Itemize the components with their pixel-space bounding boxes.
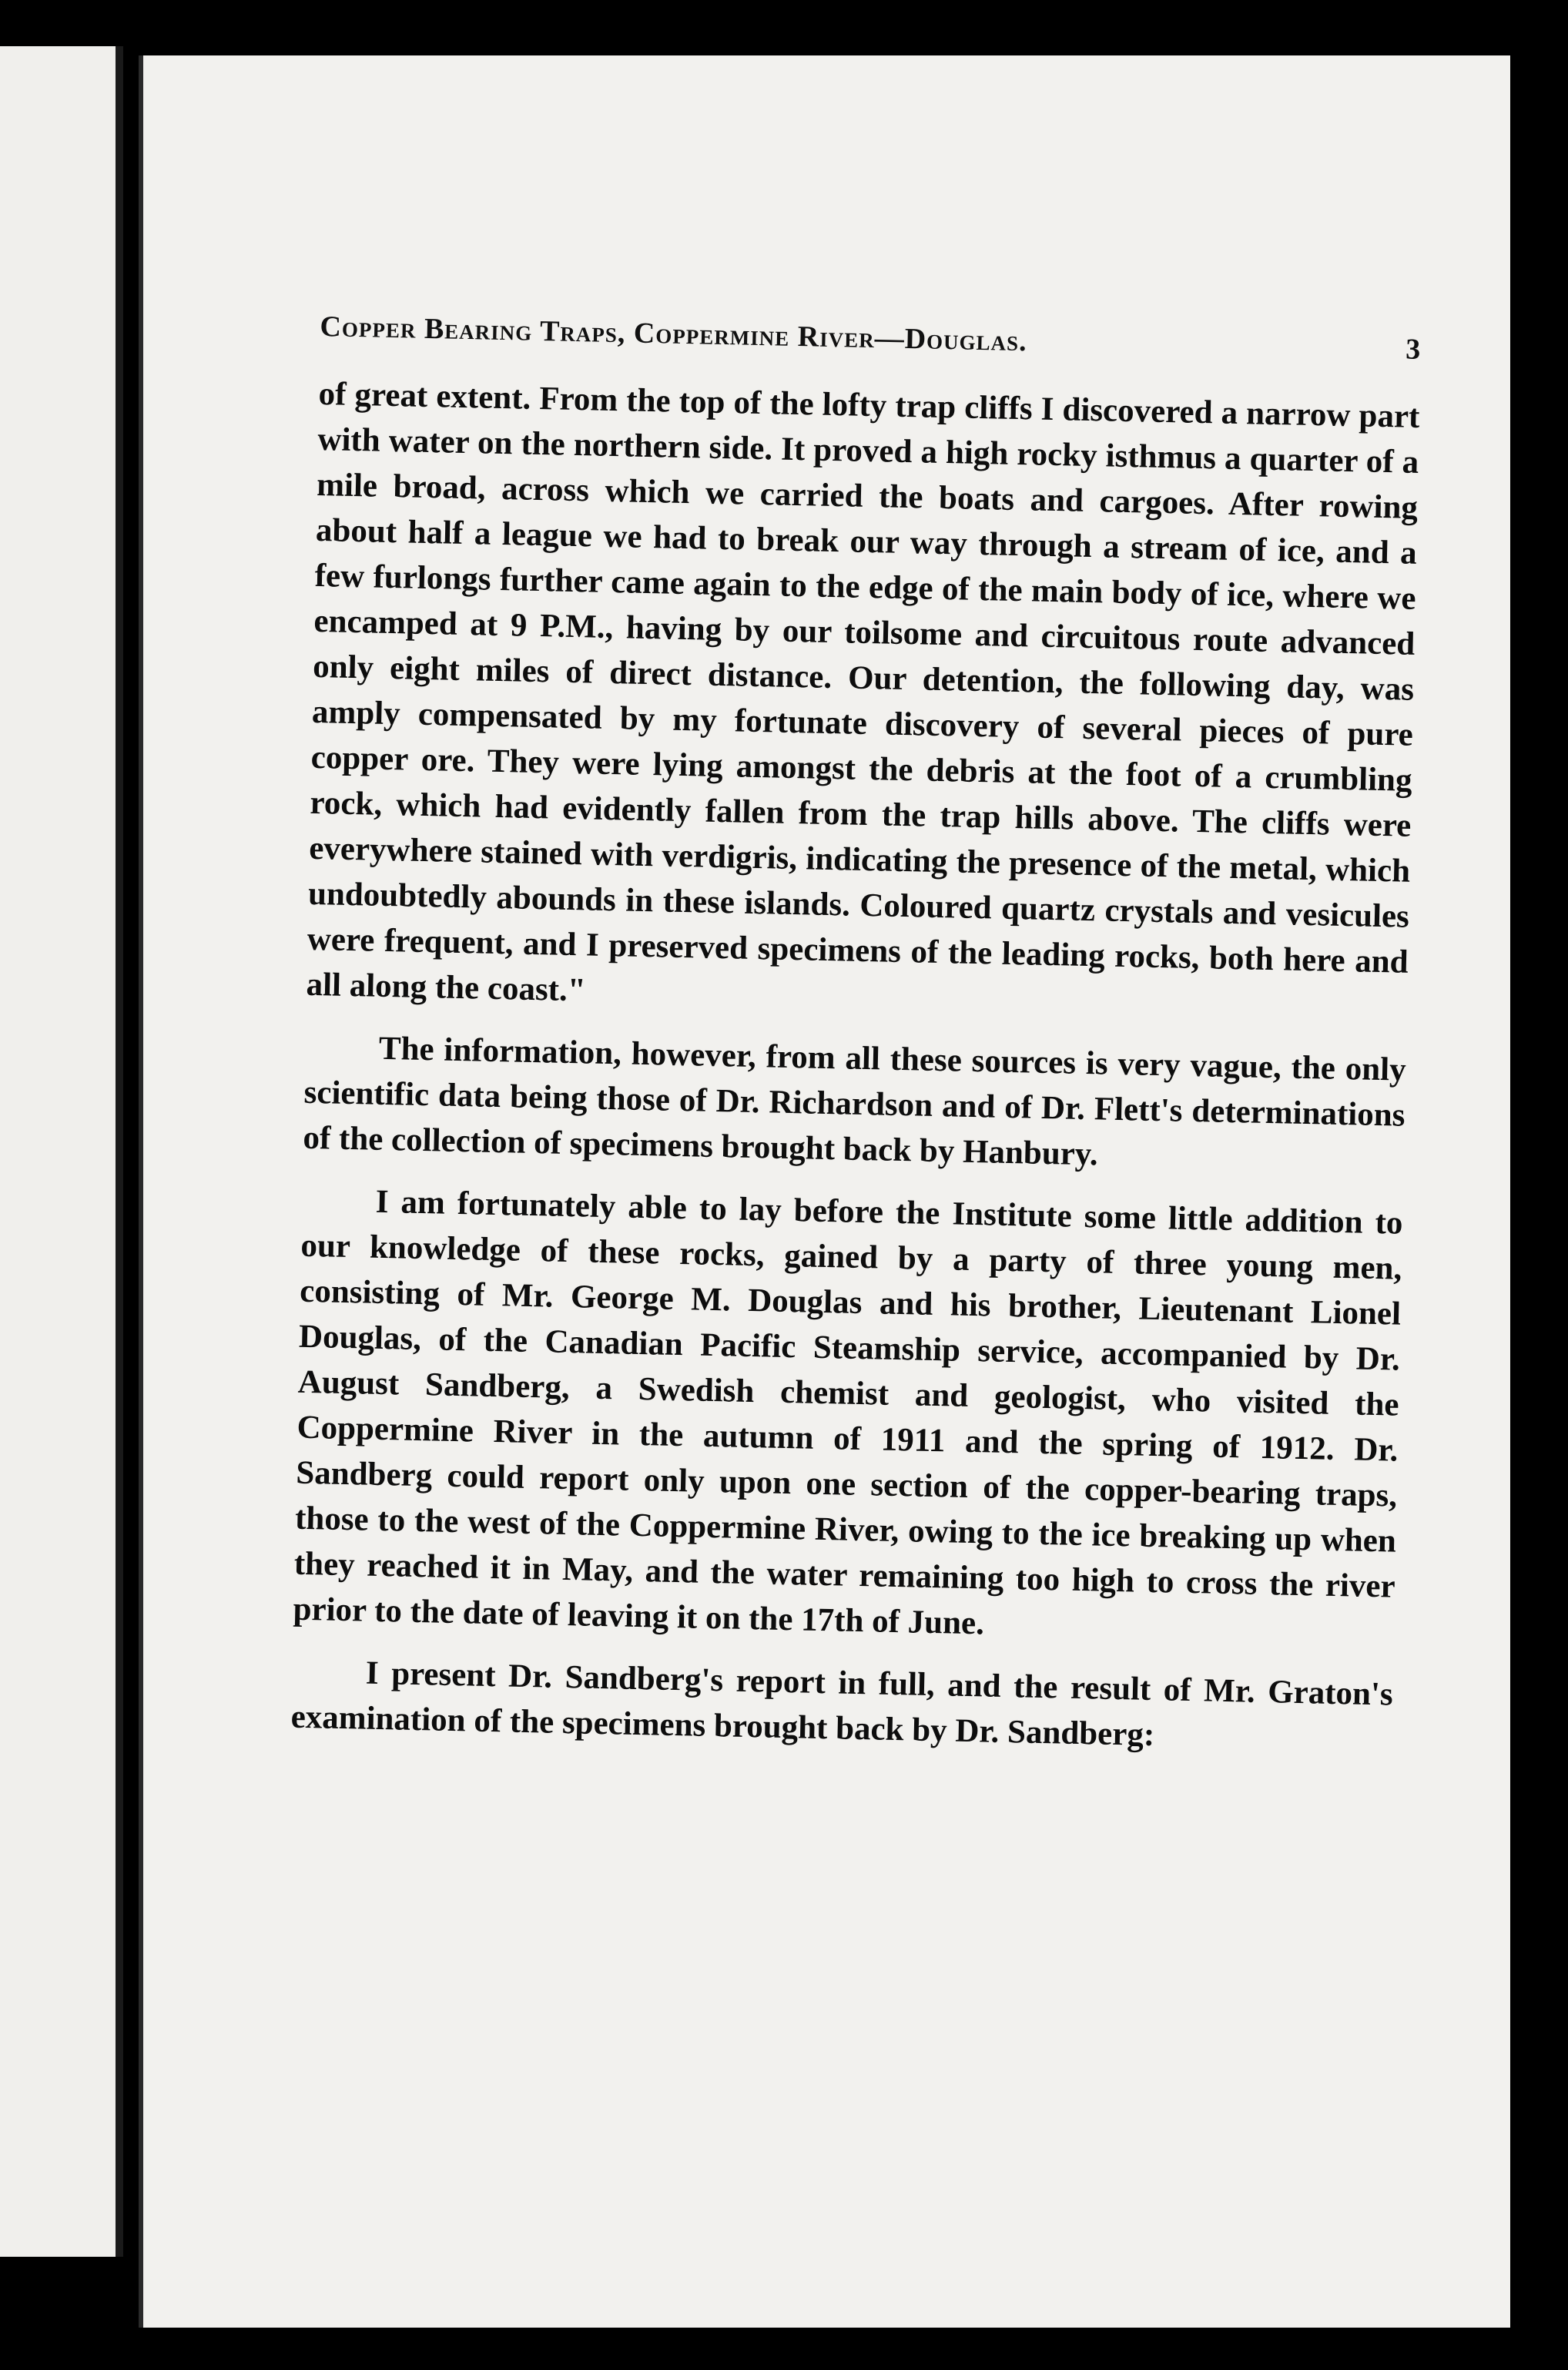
paragraph: The information, however, from all these sources is very vague, the only scientific data being those of Dr. Richardson and of Dr. Flett's determinations of the collection of specimens brought back by Hanbury. bbox=[302, 1030, 1407, 1173]
running-head-title: Copper Bearing Traps, Coppermine River—Douglas. bbox=[320, 310, 1028, 358]
book-page bbox=[139, 55, 1510, 2328]
paragraph: I present Dr. Sandberg's report in full, and the result of Mr. Graton's examination of the specimens brought back by Dr. Sandberg: bbox=[290, 1654, 1394, 1754]
page-number: 3 bbox=[1405, 333, 1422, 366]
paragraph: I am fortunately able to lay before the Institute some little addition to our knowledge of these rocks, gained by a party of three young men, consisting of Mr. George M. Douglas and his brother, Lieutenant Lionel Douglas, of the Canadian Pacific Steamship service, accompanied by Dr. August Sandberg, a Swedish chemist and geologist, who visited the Coppermine River in the autumn of 1911 and the spring of 1912. Dr. Sandberg could report only upon one section of the copper-bearing traps, those to the west of the Coppermine River, owing to the ice breaking up when they reached it in May, and the water remaining too high to cross the river prior to the date of leaving it on the 17th of June. bbox=[293, 1183, 1403, 1642]
page-content bbox=[290, 310, 1422, 1780]
body-text bbox=[290, 371, 1420, 1763]
facing-page-edge bbox=[0, 46, 123, 2257]
paragraph: of great extent. From the top of the lofty trap cliffs I discovered a narrow part with water on the northern side. It proved a high rocky isthmus a quarter of a mile broad, across which we carried the boats and cargoes. After rowing about half a league we had to break our way through a stream of ice, and a few furlongs further came again to the edge of the main body of ice, where we encamped at 9 P.M., having by our toilsome and circuitous route advanced only eight miles of direct distance. Our detention, the following day, was amply compensated by my fortunate discovery of several pieces of pure copper ore. They were lying amongst the debris at the foot of a crumbling rock, which had evidently fallen from the trap hills above. The cliffs were everywhere stained with verdigris, indicating the presence of the metal, which undoubtedly abounds in these islands. Coloured quartz crystals and vesicules were frequent, and I preserved specimens of the leading rocks, both here and all along the coast." bbox=[306, 375, 1420, 1009]
running-head bbox=[320, 310, 1422, 367]
